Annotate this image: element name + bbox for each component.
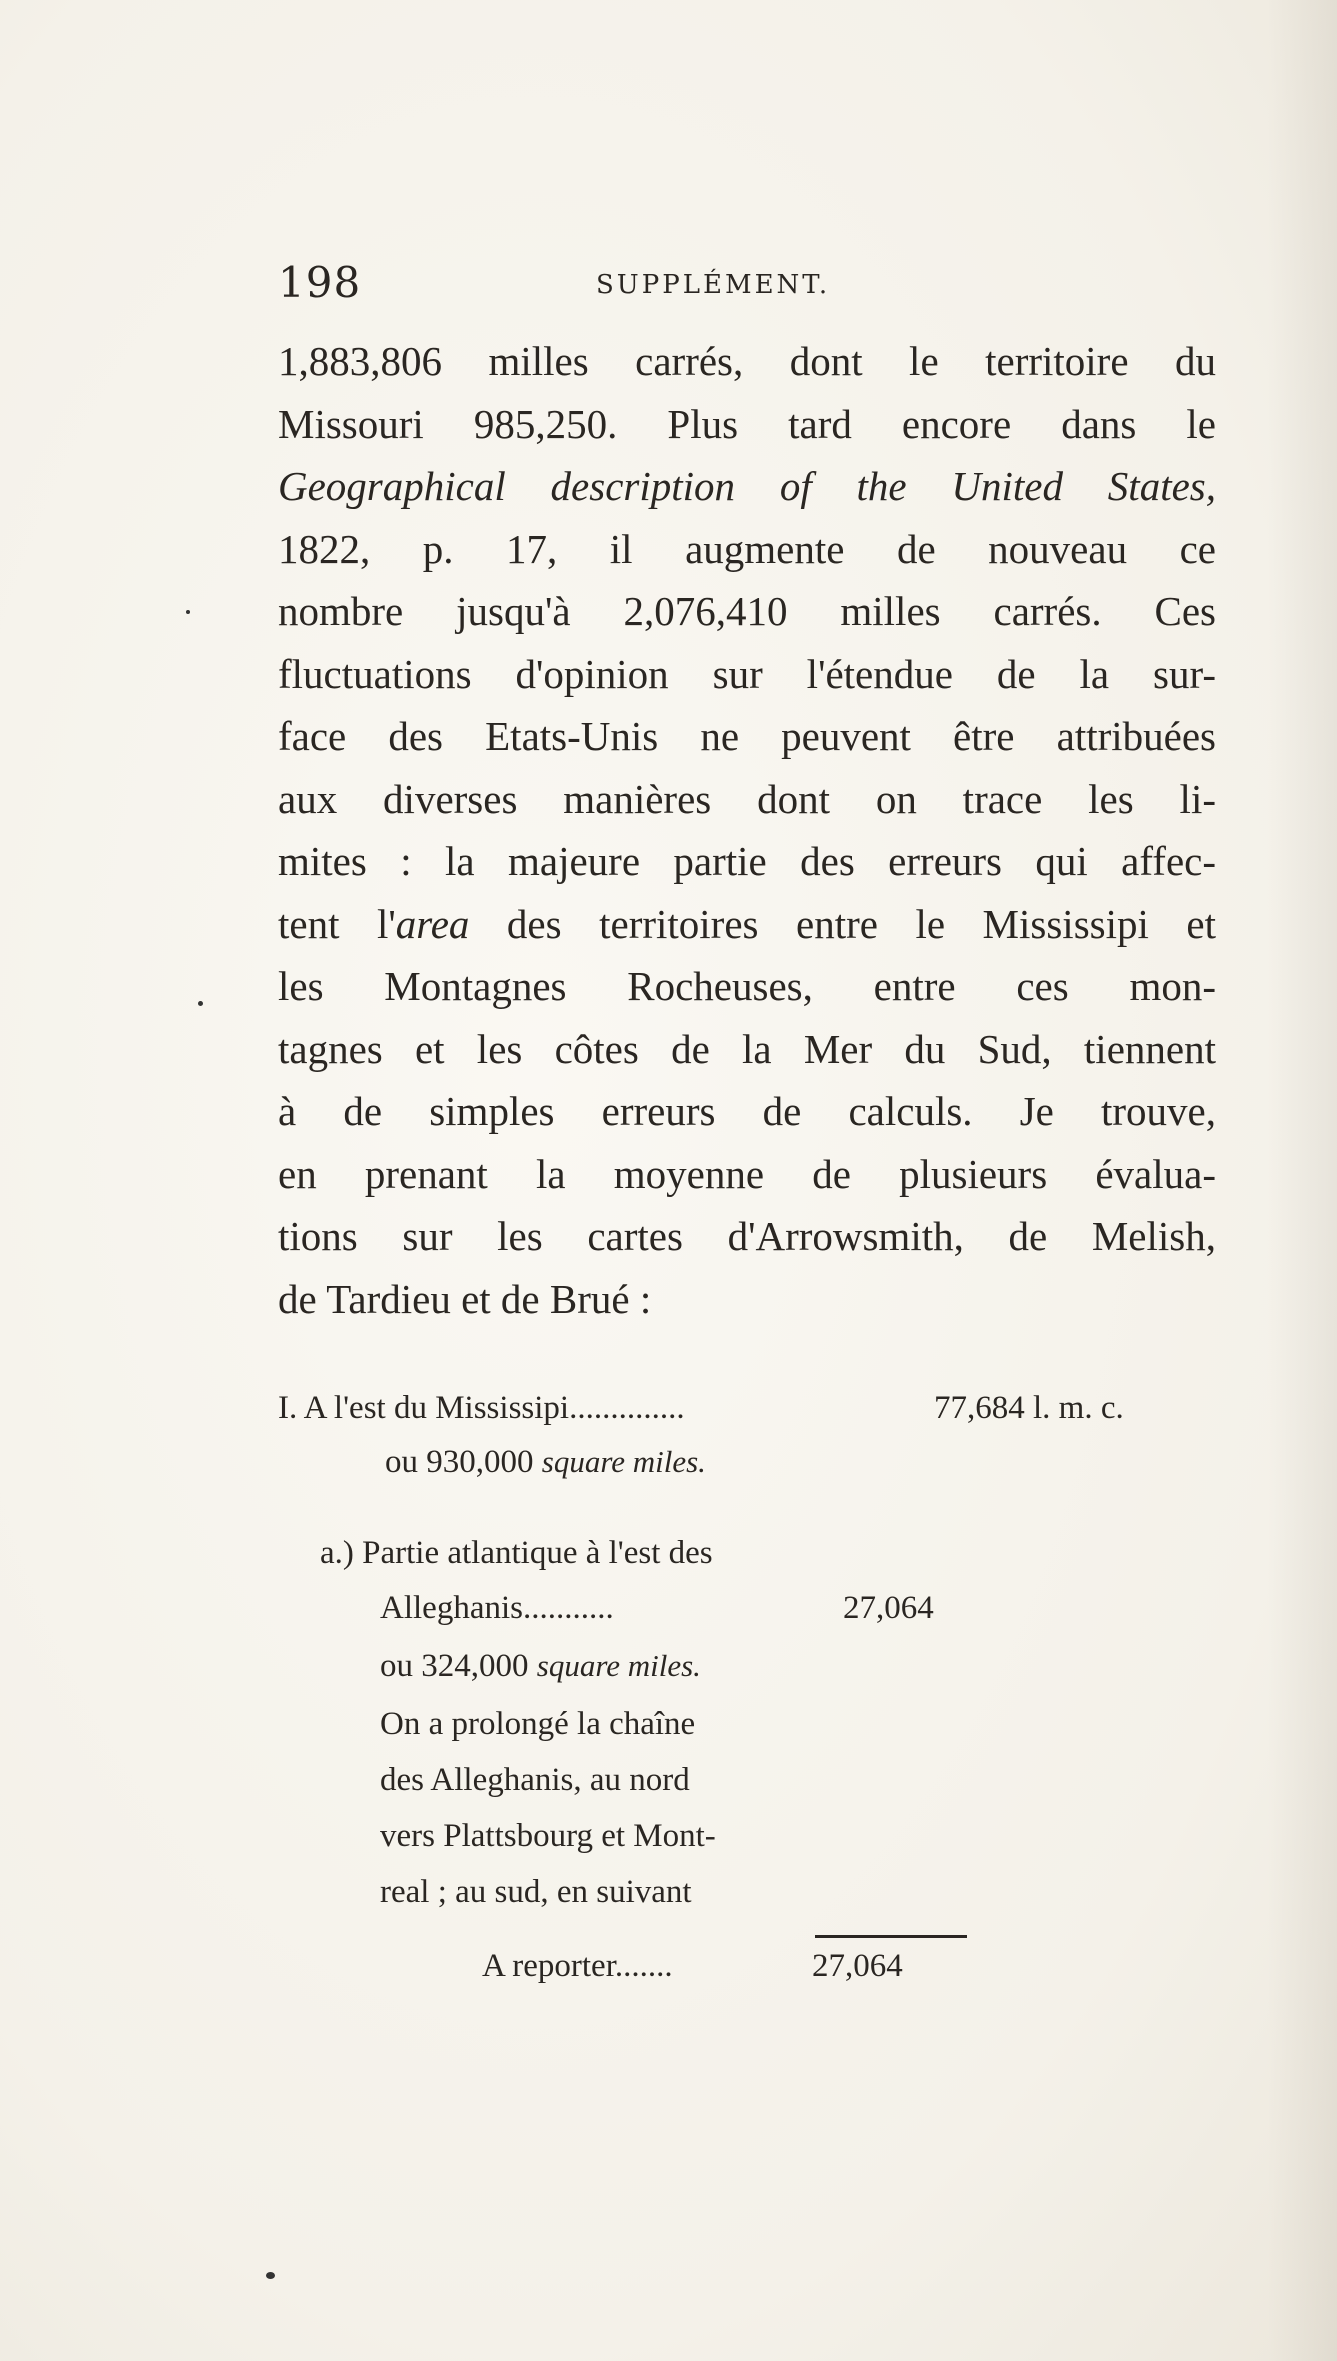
text-line: les Montagnes Rocheuses, entre ces mon- (278, 963, 1216, 1009)
table-note-line: des Alleghanis, au nord (380, 1762, 690, 1798)
text-line: fluctuations d'opinion sur l'étendue de la sur- (278, 650, 1216, 697)
table-row-value: 27,064 (843, 1590, 934, 1626)
text-line: mites : la majeure partie des erreurs qui affec- (278, 838, 1216, 884)
text-line: face des Etats-Unis ne peuvent être attribuées (278, 713, 1216, 759)
text-line: tagnes et les côtes de la Mer du Sud, tiennent (278, 1025, 1216, 1072)
table-note-line: vers Plattsbourg et Mont- (380, 1818, 716, 1854)
text-line: tions sur les cartes d'Arrowsmith, de Melish, (278, 1213, 1216, 1259)
text-line: Geographical description of the United States, (278, 463, 1216, 509)
page-number: 198 (278, 258, 362, 307)
body-paragraph (278, 330, 1216, 1330)
running-head: SUPPLÉMENT. (596, 270, 831, 300)
table-row-sub: ou 930,000 square miles. (385, 1444, 706, 1480)
table-note-line: real ; au sud, en suivant (380, 1874, 692, 1910)
text-line: à de simples erreurs de calculs. Je trouve, (278, 1088, 1216, 1134)
text-line: nombre jusqu'à 2,076,410 milles carrés. Ces (278, 588, 1216, 634)
page-edge-shadow (1267, 0, 1337, 2361)
table-row-value: 77,684 l. m. c. (934, 1390, 1124, 1426)
table-row-sub: ou 324,000 square miles. (380, 1648, 701, 1684)
table-row-label: Alleghanis........... (380, 1590, 614, 1626)
text-line: de Tardieu et de Brué : (278, 1275, 652, 1322)
text-line: aux diverses manières dont on trace les li- (278, 775, 1216, 822)
carry-forward-value: 27,064 (812, 1948, 903, 1984)
sum-rule (815, 1935, 967, 1938)
ink-speck (266, 2272, 275, 2279)
text-line: tent l'area des territoires entre le Mississipi et (278, 900, 1216, 947)
text-line: 1,883,806 milles carrés, dont le territoire du (278, 338, 1216, 384)
text-line: en prenant la moyenne de plusieurs évalua- (278, 1150, 1216, 1197)
table-note-line: On a prolongé la chaîne (380, 1706, 696, 1742)
table-row-label: I. A l'est du Mississipi.............. (278, 1390, 685, 1426)
text-line: 1822, p. 17, il augmente de nouveau ce (278, 525, 1216, 572)
ink-speck (198, 1001, 203, 1006)
ink-speck (186, 610, 190, 614)
carry-forward-label: A reporter....... (482, 1948, 673, 1984)
page-header (278, 258, 1216, 308)
text-line: Missouri 985,250. Plus tard encore dans le (278, 400, 1216, 447)
table-row-label: a.) Partie atlantique à l'est des (320, 1535, 713, 1571)
